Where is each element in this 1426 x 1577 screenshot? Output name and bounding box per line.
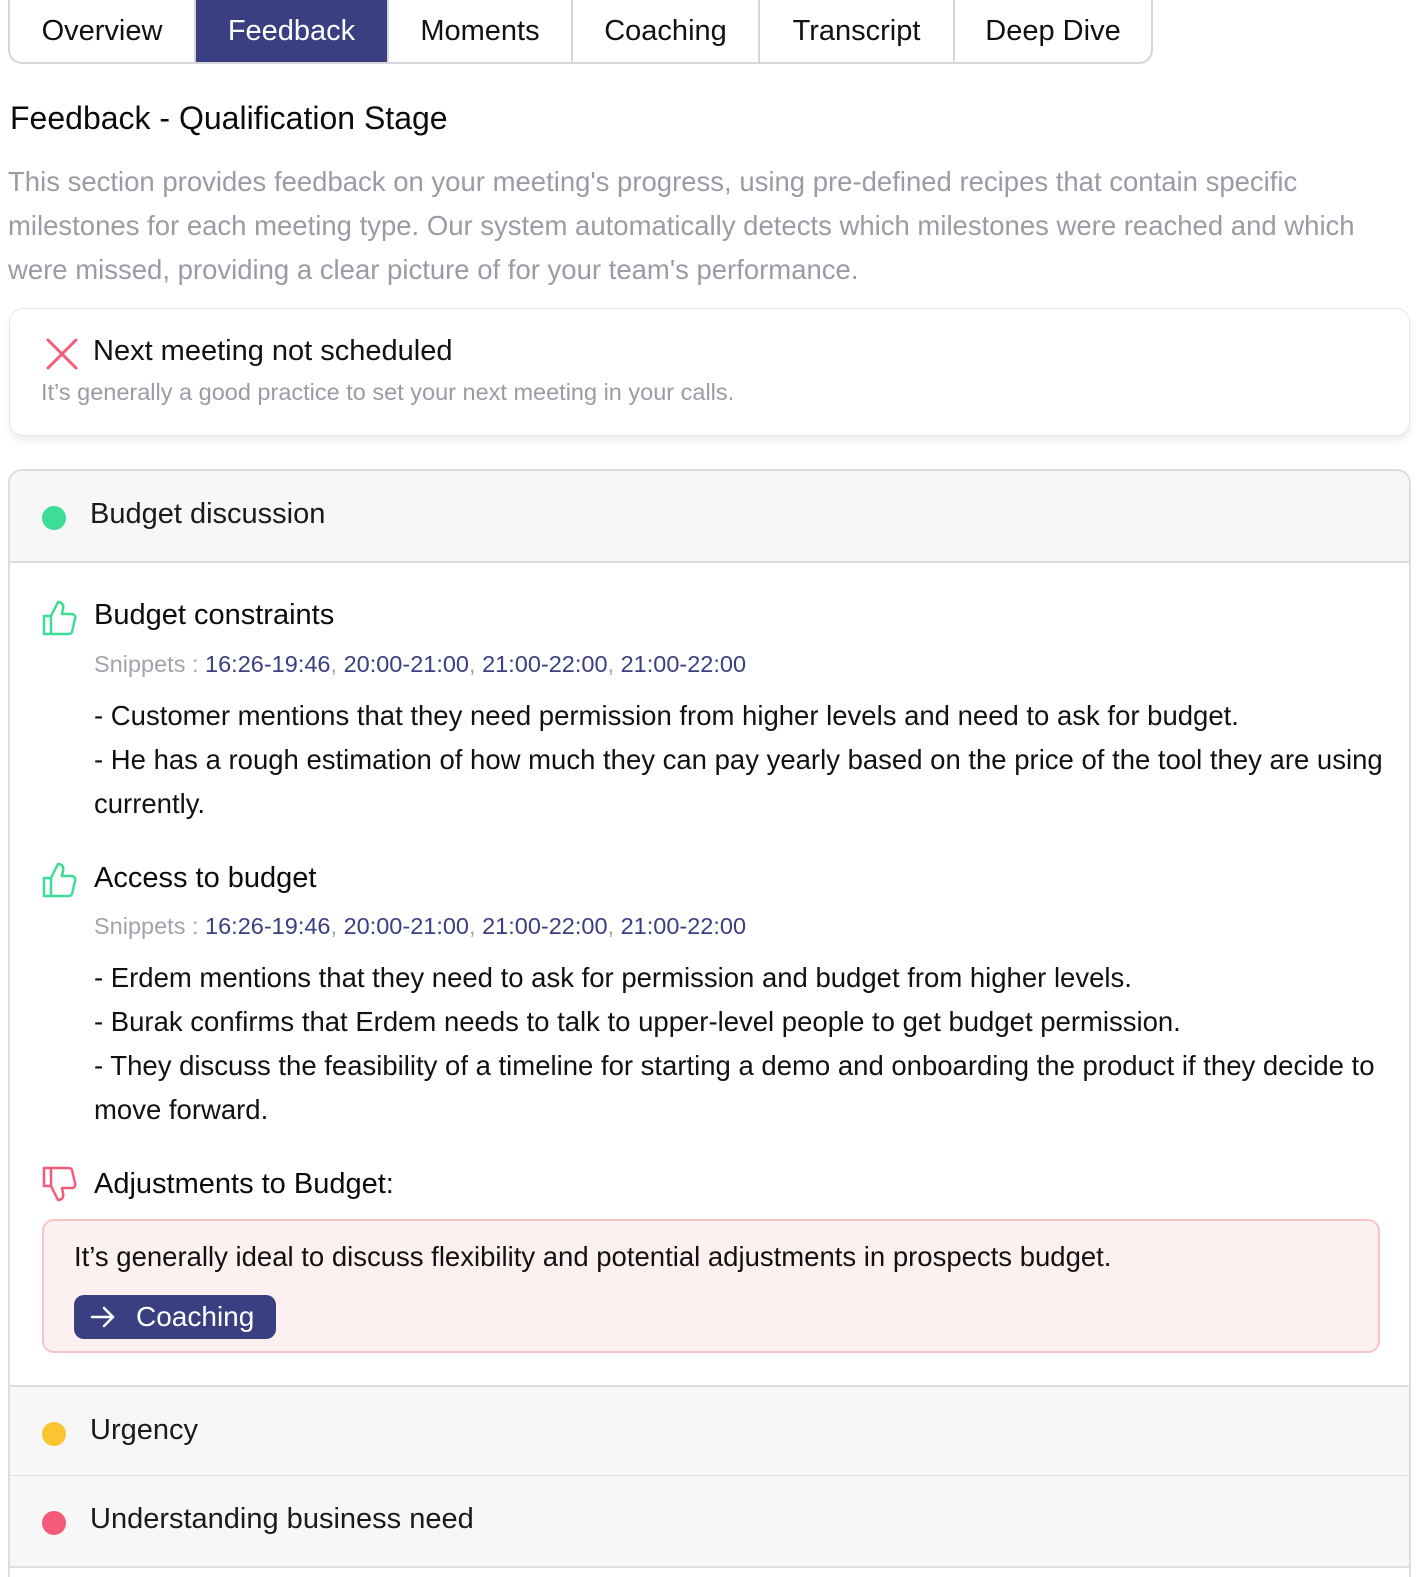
- alert-description: It’s generally a good practice to set your next meeting in your calls.: [41, 379, 735, 405]
- note-line: - Burak confirms that Erdem needs to talk to upper-level people to get budget permission.: [94, 1006, 1181, 1037]
- snippet-link[interactable]: 21:00-22:00: [482, 651, 608, 677]
- tab-feedback[interactable]: Feedback: [196, 0, 389, 62]
- section-label: Budget discussion: [90, 498, 326, 530]
- coaching-button-label: Coaching: [136, 1301, 255, 1332]
- status-dot-green: [42, 506, 66, 530]
- section-label: Understanding business need: [90, 1503, 474, 1535]
- arrow-right-icon: [90, 1305, 116, 1329]
- snippet-link[interactable]: 21:00-22:00: [620, 913, 747, 939]
- item-title: Access to budget: [94, 862, 317, 894]
- section-header-urgency[interactable]: [10, 1385, 1409, 1477]
- x-icon: [45, 337, 79, 371]
- alert-card: [9, 308, 1410, 436]
- note-line: - They discuss the feasibility of a timeline for starting a demo and onboarding the product if they decide to move forward.: [94, 1050, 1375, 1125]
- item-title: Adjustments to Budget:: [94, 1168, 394, 1200]
- snippets-label: Snippets :: [94, 651, 206, 677]
- alert-title: Next meeting not scheduled: [93, 335, 453, 367]
- note-line: - Erdem mentions that they need to ask for permission and budget from higher levels.: [94, 962, 1132, 993]
- suggestion-text: It’s generally ideal to discuss flexibility and potential adjustments in prospects budget.: [74, 1241, 1112, 1272]
- snippets-label: Snippets :: [94, 913, 206, 939]
- thumbs-down-icon: [41, 1165, 77, 1203]
- tab-bar: [8, 0, 1153, 64]
- coaching-button[interactable]: [74, 1295, 276, 1339]
- tab-transcript[interactable]: Transcript: [760, 0, 955, 62]
- snippet-link[interactable]: 21:00-22:00: [482, 913, 608, 939]
- item-notes: [94, 956, 1384, 1132]
- status-dot-yellow: [42, 1422, 66, 1446]
- tab-overview[interactable]: Overview: [10, 0, 196, 62]
- snippet-link[interactable]: 16:26-19:46: [205, 651, 331, 677]
- coaching-suggestion-box: [42, 1219, 1380, 1353]
- thumbs-up-icon: [41, 599, 77, 637]
- milestone-accordion: [8, 469, 1411, 1577]
- tab-moments[interactable]: Moments: [389, 0, 573, 62]
- snippets-row: Snippets : 16:26-19:46, 20:00-21:00, 21:00-22:00, 21:00-22:00: [94, 651, 747, 677]
- item-notes: [94, 694, 1384, 826]
- page-title: Feedback - Qualification Stage: [10, 100, 448, 136]
- snippet-link[interactable]: 20:00-21:00: [343, 913, 470, 939]
- page-intro: This section provides feedback on your meeting's progress, using pre-defined recipes that contain specific milestones for each meeting type. Our system automatically detects which milestones were reached and which were missed, providing a clear picture of for your team's performance.: [8, 166, 1355, 285]
- item-title: Budget constraints: [94, 599, 335, 631]
- snippet-link[interactable]: 16:26-19:46: [205, 913, 331, 939]
- section-label: Urgency: [90, 1414, 198, 1446]
- thumbs-up-icon: [41, 861, 77, 899]
- section-header-understanding-business-need[interactable]: [10, 1476, 1409, 1568]
- snippet-link[interactable]: 21:00-22:00: [620, 651, 747, 677]
- tab-deep-dive[interactable]: Deep Dive: [985, 14, 1121, 47]
- snippets-row: Snippets : 16:26-19:46, 20:00-21:00, 21:00-22:00, 21:00-22:00: [94, 913, 747, 939]
- section-header-budget-discussion[interactable]: [10, 471, 1409, 563]
- tab-coaching[interactable]: Coaching: [573, 0, 760, 62]
- snippet-link[interactable]: 20:00-21:00: [343, 651, 470, 677]
- note-line: - Customer mentions that they need permission from higher levels and need to ask for budget.: [94, 700, 1239, 731]
- status-dot-red: [42, 1511, 66, 1535]
- note-line: - He has a rough estimation of how much they can pay yearly based on the price of the tool they are using currently.: [94, 744, 1383, 819]
